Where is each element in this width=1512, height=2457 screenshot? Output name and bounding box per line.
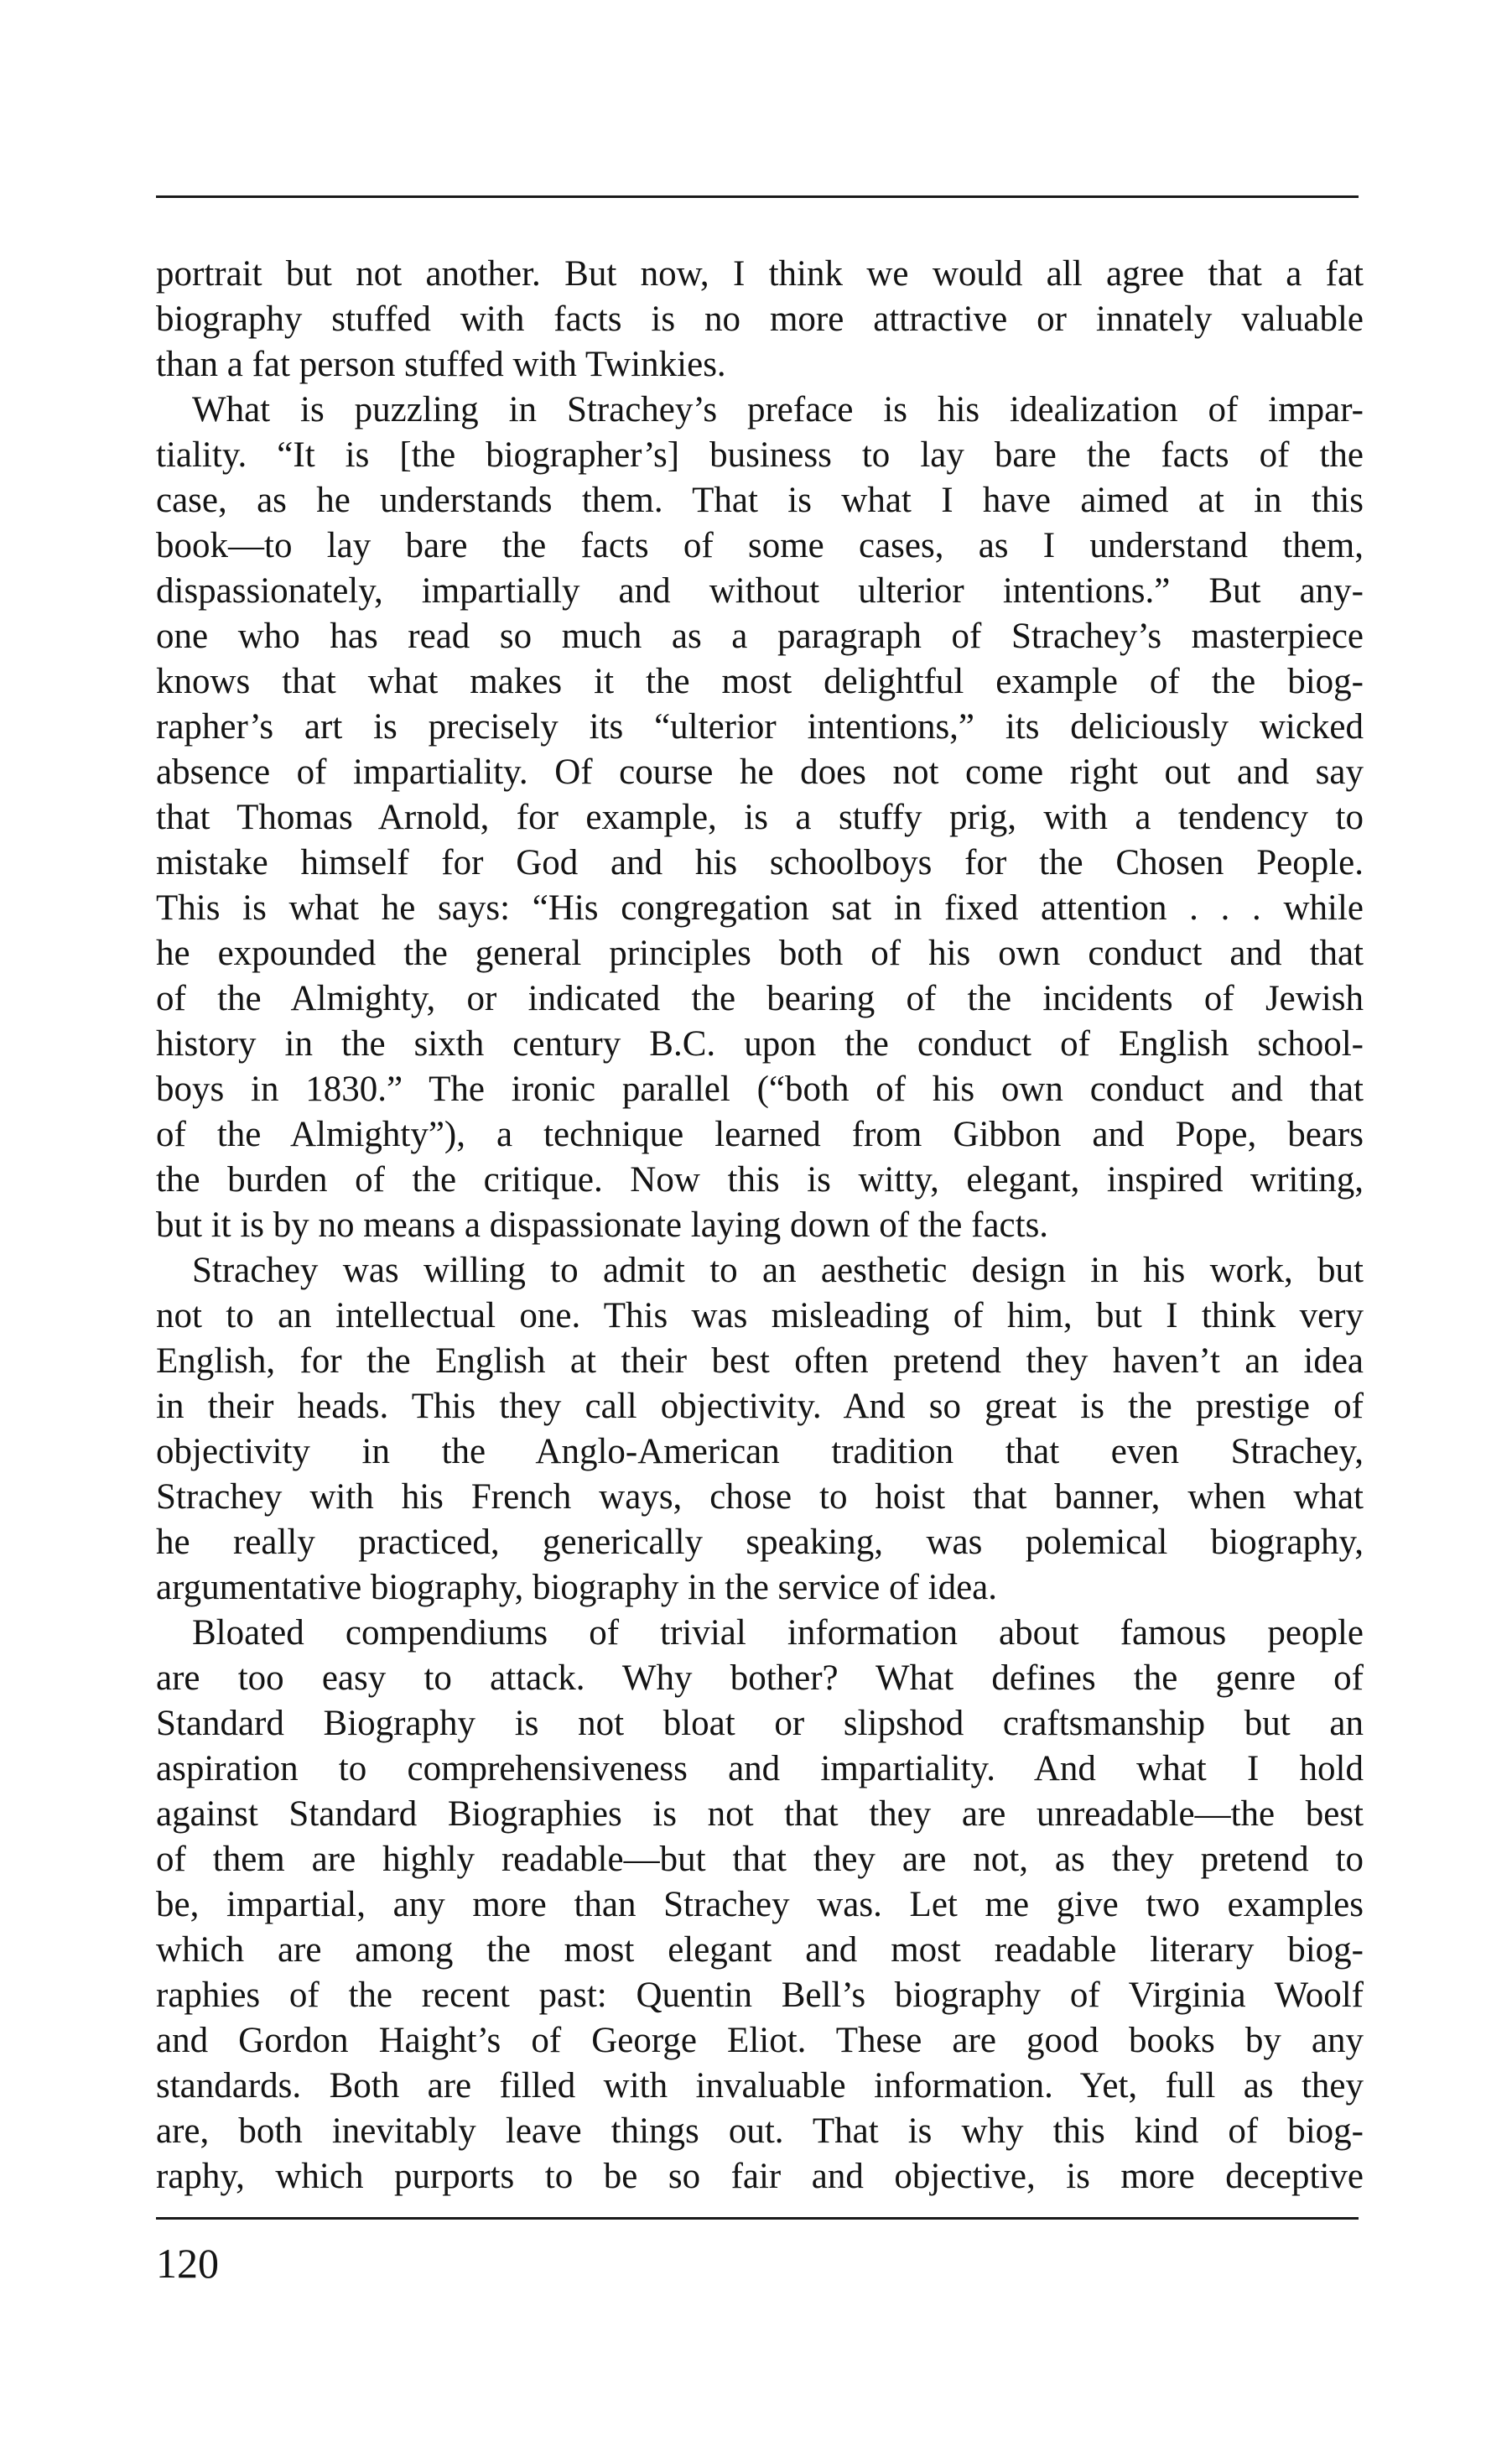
text-line: Standard Biography is not bloat or slipshod craftsmanship but an [156,1704,1364,1743]
text-line: Bloated compendiums of trivial information about famous people [192,1613,1364,1653]
text-line: biography stuffed with facts is no more attractive or innately valuable [156,299,1364,339]
body-text [156,252,1364,2199]
text-line: he expounded the general principles both of his own conduct and that [156,934,1364,973]
text-line: rapher’s art is precisely its “ulterior intentions,” its deliciously wicked [156,707,1364,747]
paragraph [156,388,1364,1248]
text-line: portrait but not another. But now, I think we would all agree that a fat [156,254,1364,294]
text-line: raphy, which purports to be so fair and objective, is more deceptive [156,2157,1364,2196]
text-line: one who has read so much as a paragraph of Strachey’s masterpiece [156,617,1364,656]
text-line: Strachey with his French ways, chose to hoist that banner, when what [156,1477,1364,1517]
paragraph [156,252,1364,388]
text-line: against Standard Biographies is not that they are unreadable—the best [156,1794,1364,1834]
text-line: of the Almighty, or indicated the bearing of the incidents of Jewish [156,979,1364,1018]
text-line: tiality. “It is [the biographer’s] business to lay bare the facts of the [156,435,1364,475]
text-line: be, impartial, any more than Strachey was. Let me give two examples [156,1885,1364,1924]
text-line: in their heads. This they call objectivity. And so great is the prestige of [156,1387,1364,1426]
text-line: and Gordon Haight’s of George Eliot. These are good books by any [156,2021,1364,2060]
text-line: of the Almighty”), a technique learned from Gibbon and Pope, bears [156,1115,1364,1154]
paragraph [156,1611,1364,2199]
text-line: case, as he understands them. That is what I have aimed at in this [156,481,1364,520]
text-line: book—to lay bare the facts of some cases, as I understand them, [156,526,1364,565]
text-line: are, both inevitably leave things out. That is why this kind of biog- [156,2111,1364,2151]
paragraph [156,1248,1364,1611]
text-line: history in the sixth century B.C. upon the conduct of English school- [156,1024,1364,1064]
text-line: of them are highly readable—but that they are not, as they pretend to [156,1840,1364,1879]
header-rule [156,195,1359,198]
text-line: which are among the most elegant and most readable literary biog- [156,1930,1364,1970]
text-line: absence of impartiality. Of course he does not come right out and say [156,752,1364,792]
text-line: that Thomas Arnold, for example, is a stuffy prig, with a tendency to [156,798,1364,837]
text-line: dispassionately, impartially and without ulterior intentions.” But any- [156,571,1364,611]
text-line: boys in 1830.” The ironic parallel (“both of his own conduct and that [156,1070,1364,1109]
text-line: argumentative biography, biography in the service of idea. [156,1568,998,1607]
text-line: standards. Both are filled with invaluable information. Yet, full as they [156,2066,1364,2106]
text-line: than a fat person stuffed with Twinkies. [156,345,726,384]
text-line: but it is by no means a dispassionate laying down of the facts. [156,1205,1049,1245]
text-line: Strachey was willing to admit to an aesthetic design in his work, but [192,1251,1364,1290]
text-line: mistake himself for God and his schoolboys for the Chosen People. [156,843,1364,882]
text-line: he really practiced, generically speaking, was polemical biography, [156,1523,1364,1562]
text-line: English, for the English at their best often pretend they haven’t an idea [156,1341,1364,1381]
text-line: aspiration to comprehensiveness and impartiality. And what I hold [156,1749,1364,1788]
text-line: not to an intellectual one. This was misleading of him, but I think very [156,1296,1364,1335]
text-line: This is what he says: “His congregation sat in fixed attention . . . while [156,888,1364,928]
text-line: raphies of the recent past: Quentin Bell’s biography of Virginia Woolf [156,1975,1364,2015]
page-number: 120 [156,2240,219,2287]
text-line: the burden of the critique. Now this is witty, elegant, inspired writing, [156,1160,1364,1200]
text-line: objectivity in the Anglo-American tradition that even Strachey, [156,1432,1364,1471]
text-line: What is puzzling in Strachey’s preface is his idealization of impar- [192,390,1364,429]
text-line: knows that what makes it the most delightful example of the biog- [156,662,1364,701]
text-line: are too easy to attack. Why bother? What defines the genre of [156,1658,1364,1698]
footer-rule [156,2217,1359,2220]
